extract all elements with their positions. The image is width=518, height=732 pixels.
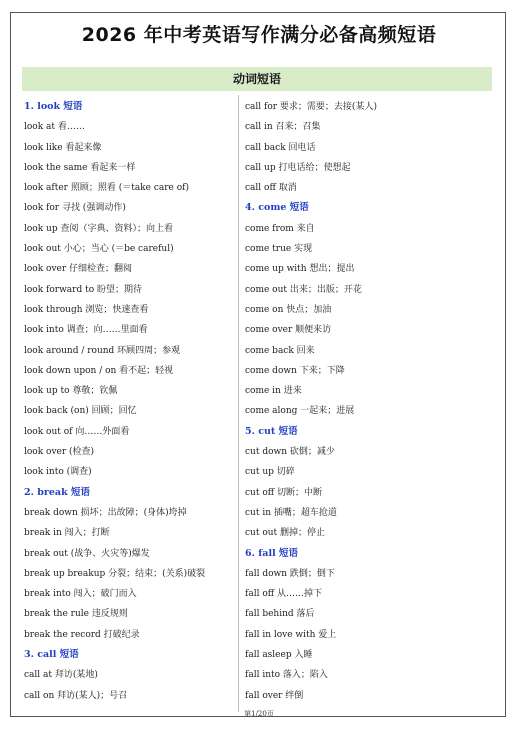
phrase-group-heading: 3. call 短语 (24, 649, 79, 661)
phrase-item: look down upon / on 看不起；轻视 (24, 365, 174, 376)
left-column (24, 97, 239, 706)
phrase-item: call back 回电话 (245, 142, 316, 153)
phrase-item: come over 顺便来访 (245, 325, 332, 336)
phrase-item: look for 寻找 (强调动作) (24, 203, 126, 214)
phrase-item: look back (on) 回顾；回忆 (24, 406, 137, 417)
page-title: 2026 年中考英语写作满分必备高频短语 (81, 24, 437, 46)
phrase-item: come true 实现 (245, 244, 313, 255)
phrase-item: call for 要求；需要；去接(某人) (245, 102, 377, 112)
phrase-item: fall in love with 爱上 (245, 629, 337, 640)
phrase-item: cut out 删掉；停止 (245, 528, 326, 539)
phrase-group-heading: 5. cut 短语 (245, 425, 298, 437)
phrase-item: break up breakup 分裂；结束；(关系)破裂 (24, 568, 206, 579)
phrase-item: come on 快点；加油 (245, 304, 332, 315)
phrase-item: look around / round 环顾四周；参观 (24, 345, 181, 356)
phrase-item: come along 一起来；进展 (245, 406, 355, 417)
phrase-item: fall behind 落后 (245, 609, 315, 620)
phrase-item: cut down 砍倒；减少 (245, 447, 335, 458)
phrase-item: look up 查阅（字典、资料）；向上看 (24, 223, 173, 234)
phrase-item: come down 下来；下降 (245, 365, 345, 376)
phrase-item: fall asleep 入睡 (245, 650, 313, 661)
phrase-item: come back 回来 (245, 345, 315, 356)
phrase-item: come out 出来；出版；开花 (245, 284, 362, 295)
phrase-item: look out of 向……外面看 (24, 426, 130, 437)
right-column (245, 97, 460, 706)
phrase-item: call at 拜访(某地) (24, 670, 98, 681)
phrase-item: cut up 切碎 (245, 467, 295, 478)
phrase-item: call off 取消 (245, 183, 297, 194)
phrase-item: look the same 看起来一样 (24, 162, 136, 173)
phrase-item: break the rule 违反规则 (24, 609, 128, 620)
phrase-item: look after 照顾；照看 (＝take care of) (24, 183, 189, 194)
phrase-item: look into (调查) (24, 467, 92, 478)
phrase-item: fall into 落入；陷入 (245, 670, 328, 681)
phrase-group-heading: 1. look 短语 (24, 101, 83, 112)
page-number: 第1/20页 (244, 710, 274, 718)
phrase-item: come up with 想出；提出 (245, 264, 355, 275)
phrase-item: look out 小心；当心 (＝be careful) (24, 244, 174, 255)
phrase-group-heading: 4. come 短语 (245, 202, 309, 214)
phrase-item: call up 打电话给；使想起 (245, 162, 351, 173)
phrase-item: call on 拜访(某人)；号召 (24, 690, 128, 701)
phrase-item: look at 看…… (24, 122, 85, 133)
phrase-item: look through 浏览；快速查看 (24, 304, 149, 315)
phrase-item: call in 召来；召集 (245, 122, 321, 133)
phrase-item: break in 闯入；打断 (24, 528, 110, 539)
phrase-item: look over (检查) (24, 447, 95, 458)
phrase-group-heading: 6. fall 短语 (245, 547, 298, 559)
phrase-item: look up to 尊敬；钦佩 (24, 386, 118, 397)
phrase-item: look over 仔细检查；翻阅 (24, 264, 133, 275)
phrase-item: come from 来自 (245, 223, 315, 234)
section-header: 动词短语 (22, 67, 492, 91)
phrase-item: look into 调查；向……里面看 (24, 325, 148, 336)
phrase-item: look forward to 盼望；期待 (24, 284, 142, 295)
phrase-item: fall off 从……掉下 (245, 589, 322, 600)
phrase-item: fall over 绊倒 (245, 690, 304, 701)
phrase-item: look like 看起来像 (24, 142, 102, 153)
phrase-item: break into 闯入；破门而入 (24, 589, 137, 600)
phrase-item: break out (战争、火灾等)爆发 (24, 548, 150, 559)
phrase-group-heading: 2. break 短语 (24, 486, 90, 498)
phrase-item: come in 进来 (245, 386, 302, 397)
phrase-item: cut in 插嘴；超车抢道 (245, 507, 337, 518)
phrase-item: fall down 跌倒；倒下 (245, 568, 335, 579)
phrase-item: break down 损坏；出故障；(身体)垮掉 (24, 507, 187, 518)
phrase-item: cut off 切断；中断 (245, 487, 322, 498)
phrase-item: break the record 打破纪录 (24, 629, 140, 640)
